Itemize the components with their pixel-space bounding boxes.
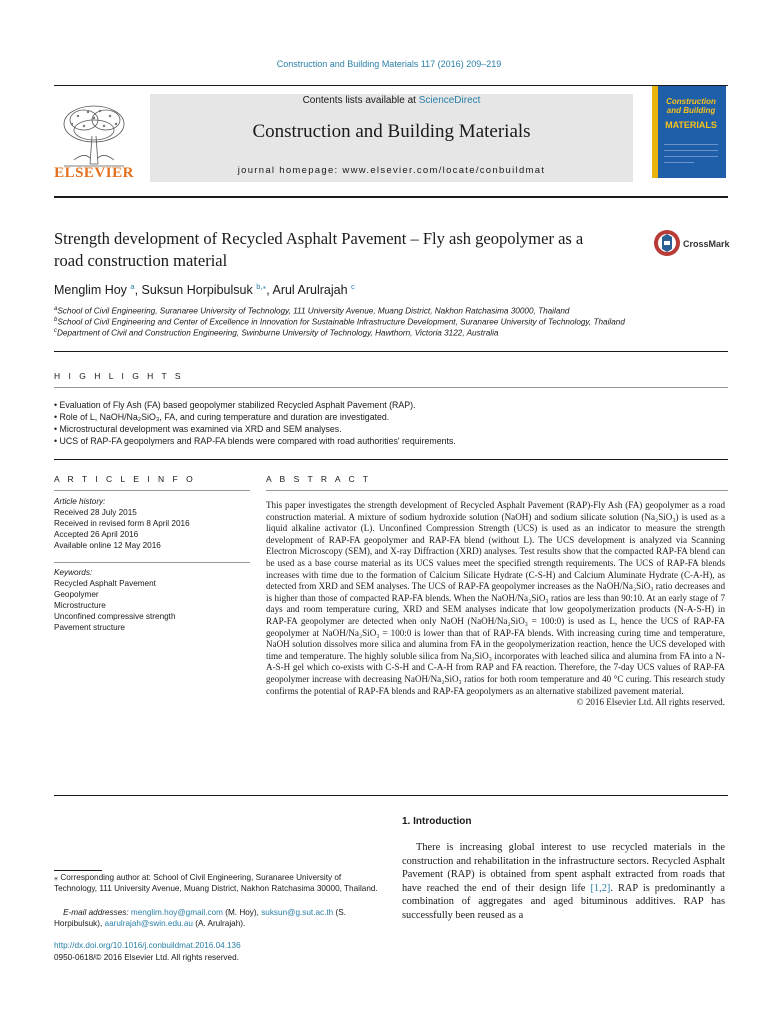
abstract-body: [266, 500, 725, 709]
cover-line: [664, 144, 718, 145]
cover-title: Construction and Building: [666, 97, 716, 115]
abstract-text: This paper investigates the strength development of Recycled Asphalt Pavement (RAP)-Fly Ash (FA) geopolymer as a road construction material. A mixture of sodium hydroxide solution (NaOH) and sodium silicate solution (Na₂SiO₃) is used as a liquid alkaline activator (L). Unconfined Compression Strength (UCS) is used as an indicator to measure the strength development of RAP-FA geopolymer and RAP-FA blend (without L). The UCS development is analyzed via Scanning Electron Microscopy (SEM), and X-ray Diffraction (XRD) analyses. Test results show that the compacted RAP-FA blend can be used as a base course material as its UCS values meet the specified strength requirements. The UCS of RAP-FA blends increases with time due to the formation of Calcium Silicate Hydrate (C-S-H) and Calcium Aluminate Hydrate (C-A-H), as detected from XRD and SEM analyses. The UCS of RAP-FA geopolymer increases as the NaOH/Na₂SiO₃ ratio decreases and is higher than those of compacted RAP-FA blends. When the NaOH/Na₂SiO₃ ratios are less than 90:10. At an early stage of 7 days and room temperature curing, XRD and SEM analyses indicate that low geopolymerization products (N-A-S-H) in RAP-FA geopolymer are detected when only NaOH (NaOH/Na₂SiO₃ = 100:0) is used as L, hence the UCS of RAP-FA geopolymer at NaOH/Na₂SiO₃ = 100:0 is lower than that of RAP-FA blends. With increasing curing time and temperature, NaOH solution dissolves more silica and alumina from FA in the geopolymerization reaction, hence the UCS developed with time and temperature. The highly soluble silica from Na₂SiO₃ incorporates with leached silica and alumina from FA into a N-A-S-H gel which co-exists with C-S-H and C-A-H from RAP and FA reaction. Therefore, the 7-day UCS values of RAP-FA geopolymer increase with decreasing NaOH/Na₂SiO₃ ratios for both room temperature and 40 °C curing. This research study confirms the potential of RAP-FA blends and RAP-FA geopolymers as an alternative stabilized pavement material.: [266, 500, 725, 696]
section-rule: [54, 351, 728, 352]
keywords-label: Keywords:: [54, 568, 93, 577]
article-title: Strength development of Recycled Asphalt Pavement – Fly ash geopolymer as a road construction material: [54, 229, 584, 270]
affiliation-marker: a: [54, 306, 58, 312]
journal-cover-thumbnail: [652, 86, 726, 178]
author-name[interactable]: Menglim Hoy: [54, 283, 127, 298]
article-info-heading: A R T I C L E I N F O: [54, 474, 196, 484]
issn-copyright: 0950-0618/© 2016 Elsevier Ltd. All rights reserved.: [54, 953, 239, 962]
history-entry: Received 28 July 2015: [54, 508, 137, 517]
affiliation-text: School of Civil Engineering, Suranaree University of Technology, 111 University Avenue, Muang District, Nakhon Ratchasima 30000, Thailand: [57, 306, 570, 316]
affiliation-marker: c: [54, 328, 57, 334]
email-footnote: [54, 908, 380, 929]
journal-title: Construction and Building Materials: [252, 121, 531, 142]
journal-citation[interactable]: Construction and Building Materials 117 (2016) 209–219: [276, 59, 502, 69]
header-rule: [54, 196, 728, 198]
author-list: Menglim Hoy $^a$, Suksun Horpibulsuk $^{b,⁎}$, Arul Arulrajah $^c$: [54, 282, 355, 298]
history-entry: Accepted 26 April 2016: [54, 530, 139, 539]
section-rule: [266, 490, 728, 491]
email-link[interactable]: suksun@g.sut.ac.th: [261, 908, 334, 917]
highlight-text: Role of L, NaOH/Na₂SiO₃, FA, and curing temperature and duration are investigated.: [59, 412, 390, 422]
crossmark-icon[interactable]: [653, 229, 681, 257]
section-rule: [54, 795, 728, 796]
highlight-text: UCS of RAP-FA geopolymers and RAP-FA blends were compared with road authorities' requirements.: [59, 436, 456, 446]
keyword: Pavement structure: [54, 623, 125, 632]
reference-link[interactable]: [1,2]: [590, 882, 611, 894]
highlight-item: • Role of L, NaOH/Na₂SiO₃, FA, and curing temperature and duration are investigated.: [54, 412, 390, 422]
abstract-heading: A B S T R A C T: [266, 474, 372, 484]
corresponding-author-note: ⁎ Corresponding author at: School of Civil Engineering, Suranaree University of Technology, 111 University Avenue, Muang District, Nakhon Ratchasima 30000, Thailand.: [54, 873, 378, 893]
email-owner: (M. Hoy),: [222, 908, 262, 917]
highlight-item: • Evaluation of Fly Ash (FA) based geopolymer stabilized Recycled Asphalt Pavement (RAP).: [54, 400, 416, 410]
keyword: Unconfined compressive strength: [54, 612, 176, 621]
contents-prefix: Contents lists available at: [302, 95, 419, 106]
email-label: E-mail addresses:: [63, 908, 131, 917]
header-rule: [54, 85, 728, 86]
highlight-item: • Microstructural development was examined via XRD and SEM analyses.: [54, 424, 342, 434]
introduction-heading: 1. Introduction: [402, 816, 472, 827]
keyword: Geopolymer: [54, 590, 99, 599]
doi-link[interactable]: http://dx.doi.org/10.1016/j.conbuildmat.2016.04.136: [54, 941, 241, 950]
author-affiliation-marker[interactable]: a: [130, 282, 135, 291]
highlight-text: Microstructural development was examined via XRD and SEM analyses.: [59, 424, 342, 434]
sciencedirect-link[interactable]: ScienceDirect: [418, 95, 481, 106]
highlight-text: Evaluation of Fly Ash (FA) based geopolymer stabilized Recycled Asphalt Pavement (RAP).: [59, 400, 416, 410]
email-link[interactable]: aarulrajah@swin.edu.au: [104, 918, 193, 928]
author-affiliation-marker[interactable]: c: [351, 282, 355, 291]
article-history-label: Article history:: [54, 497, 106, 506]
author-affiliation-marker[interactable]: b,⁎: [256, 282, 267, 291]
email-owner: (S. Horpibulsuk),: [54, 908, 346, 928]
crossmark-label[interactable]: CrossMark: [683, 239, 730, 249]
email-link[interactable]: menglim.hoy@gmail.com: [130, 908, 223, 917]
keyword: Recycled Asphalt Pavement: [54, 579, 156, 588]
introduction-body: [402, 841, 725, 922]
footnote-rule: [54, 870, 102, 871]
affiliation-text: Department of Civil and Construction Engineering, Swinburne University of Technology, Hawthorn, Victoria 3122, Australia: [57, 328, 499, 338]
section-rule: [54, 387, 728, 388]
affiliation: [54, 317, 734, 327]
email-owner: (A. Arulrajah).: [192, 918, 246, 928]
affiliation-text: School of Civil Engineering and Center of Excellence in Innovation for Sustainable Infrastructure Development, Suranaree University of Technology, Thailand: [57, 317, 625, 327]
intro-text: There is increasing global interest to use recycled materials in the construction and rehabilitation in the infrastructure sectors. Recycled Asphalt Pavement (RAP) is obtained from spent asphalt extracted from roads that have reached the end of their design life: [402, 842, 725, 894]
author-name[interactable]: Arul Arulrajah: [272, 283, 348, 298]
history-entry: Available online 12 May 2016: [54, 541, 161, 550]
contents-line: [150, 95, 633, 106]
journal-homepage-link[interactable]: journal homepage: www.elsevier.com/locate/conbuildmat: [237, 165, 546, 176]
cover-line: [664, 150, 718, 151]
abstract-copyright: © 2016 Elsevier Ltd. All rights reserved.: [576, 697, 725, 708]
highlight-item: • UCS of RAP-FA geopolymers and RAP-FA blends were compared with road authorities' requirements.: [54, 436, 456, 446]
intro-text: . RAP is predominantly a combination of aggregates and aged bituminous additives. RAP has successfully been reused as a: [402, 882, 725, 921]
affiliation-marker: b: [54, 317, 58, 323]
cover-materials: MATERIALS: [665, 120, 717, 130]
keyword: Microstructure: [54, 601, 106, 610]
publisher-wordmark: ELSEVIER: [54, 165, 134, 181]
history-entry: Received in revised form 8 April 2016: [54, 519, 190, 528]
cover-line: [664, 156, 718, 157]
cover-line: [664, 162, 694, 163]
section-rule: [54, 562, 250, 563]
author-name[interactable]: Suksun Horpibulsuk: [141, 283, 253, 298]
affiliation: [54, 306, 734, 316]
highlights-heading: H I G H L I G H T S: [54, 371, 184, 381]
section-rule: [54, 490, 250, 491]
affiliation: [54, 328, 734, 338]
section-rule: [54, 459, 728, 460]
